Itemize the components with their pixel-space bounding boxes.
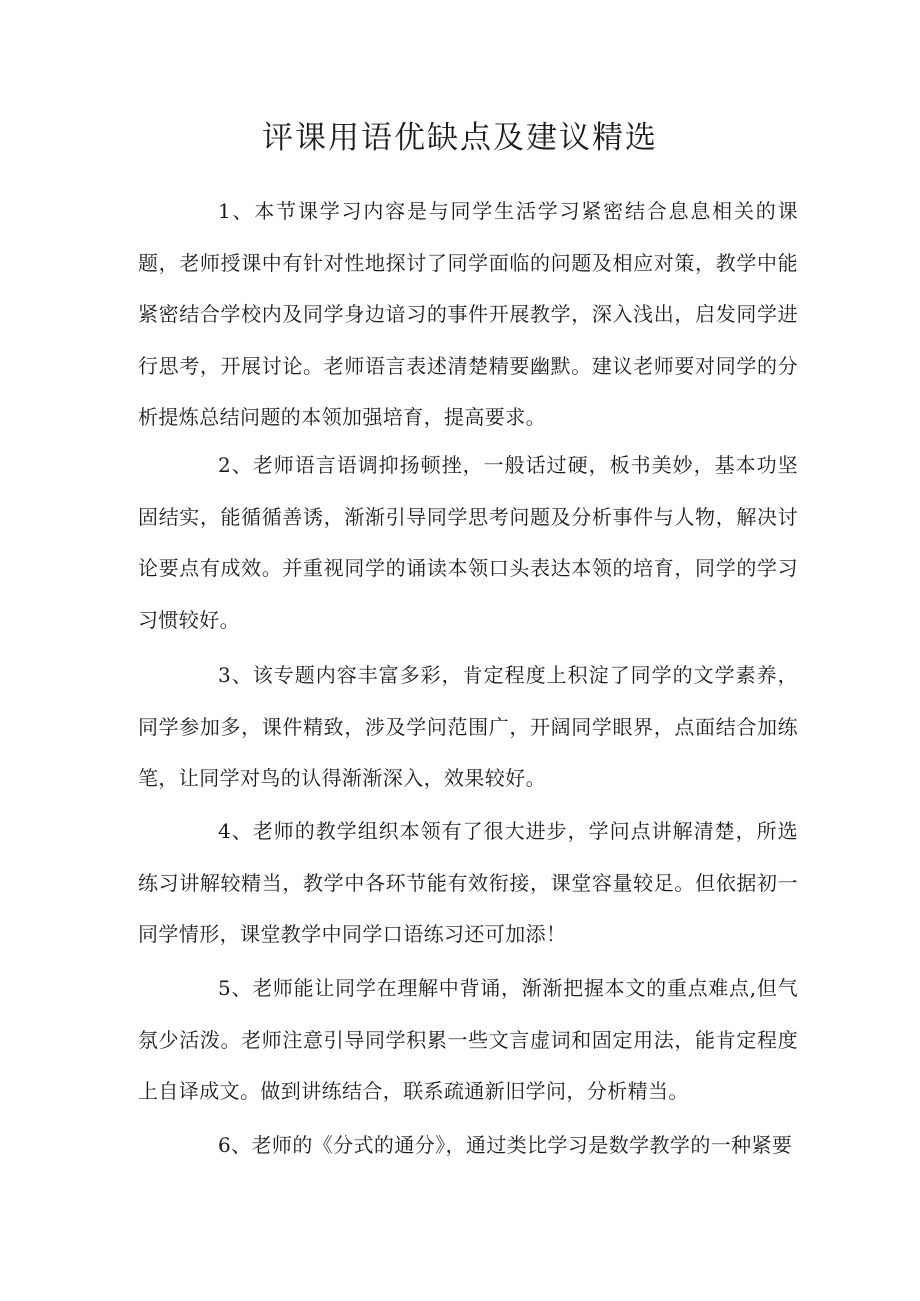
- document-title: 评课用语优缺点及建议精选: [262, 120, 658, 156]
- paragraph-1: 1、本节课学习内容是与同学生活学习紧密结合息息相关的课题，老师授课中有针对性地探讨了同学面临的问题及相应对策，教学中能紧密结合学校内及同学身边谙习的事件开展教学，深入浅出，启发同学进行思考，开展讨论。老师语言表述清楚精要幽默。建议老师要对同学的分析提炼总结问题的本领加强培育，提高要求。: [138, 199, 798, 429]
- paragraph-3: 3、该专题内容丰富多彩，肯定程度上积淀了同学的文学素养，同学参加多，课件精致，涉及学问范围广，开阔同学眼界，点面结合加练笔，让同学对鸟的认得渐渐深入，效果较好。: [138, 663, 798, 790]
- paragraph-5: 5、老师能让同学在理解中背诵，渐渐把握本文的重点难点,但气氛少活泼。老师注意引导同学积累一些文言虚词和固定用法，能肯定程度上自译成文。做到讲练结合，联系疏通新旧学问，分析精当。: [138, 976, 798, 1103]
- paragraph-6: 6、老师的《分式的通分》，通过类比学习是数学教学的一种紧要: [218, 1133, 793, 1157]
- paragraph-4: 4、老师的教学组织本领有了很大进步，学问点讲解清楚，所选练习讲解较精当，教学中各环节能有效衔接，课堂容量较足。但依据初一同学情形，课堂教学中同学口语练习还可加添！: [138, 819, 798, 946]
- paragraph-2: 2、老师语言语调抑扬顿挫，一般话过硬，板书美妙，基本功坚固结实，能循循善诱，渐渐引导同学思考问题及分析事件与人物，解决讨论要点有成效。并重视同学的诵读本领口头表达本领的培育，同学的学习习惯较好。: [138, 453, 798, 632]
